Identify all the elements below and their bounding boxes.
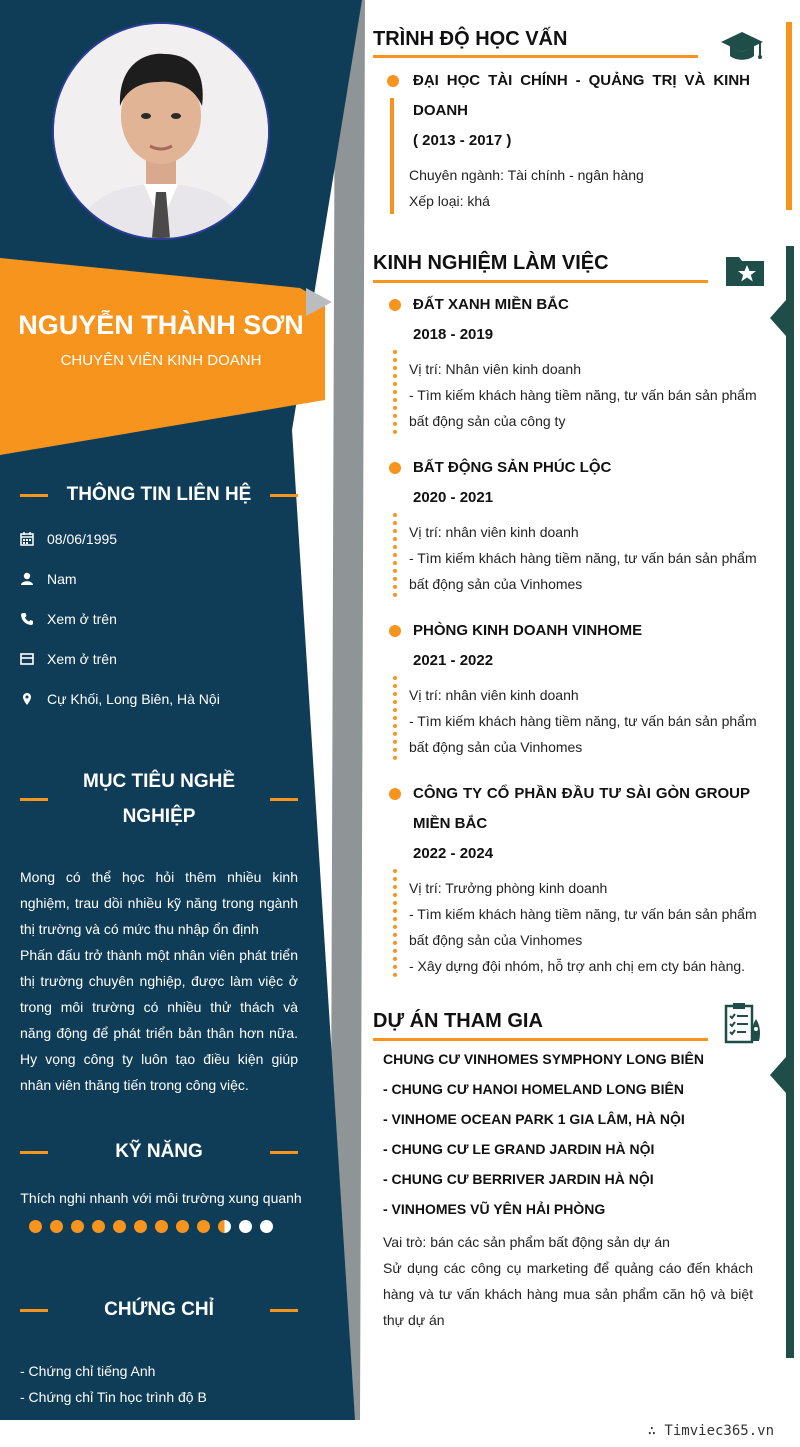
job-line: - Tìm kiếm khách hàng tiềm năng, tư vấn bán sản phẩm — [409, 713, 757, 729]
person-icon — [20, 571, 40, 587]
certificates-heading — [20, 1299, 298, 1321]
skill-dot — [239, 1220, 252, 1233]
bullet-dot — [387, 75, 399, 87]
project-item: - VINHOMES VŨ YÊN HẢI PHÒNG — [383, 1201, 606, 1217]
job-line: Vị trí: nhân viên kinh doanh — [409, 524, 579, 540]
avatar — [52, 22, 270, 240]
graduation-cap-icon — [720, 30, 764, 69]
heading-dash-left — [20, 494, 48, 497]
bullet-dot — [389, 462, 401, 474]
location-pin-icon — [20, 691, 40, 707]
skill-dot — [197, 1220, 210, 1233]
heading-dash-right — [270, 1309, 298, 1312]
objective-heading-text — [48, 764, 270, 834]
education-major: Chuyên ngành: Tài chính - ngân hàng — [409, 167, 644, 183]
projects-underline — [373, 1038, 708, 1041]
calendar-icon — [20, 531, 40, 547]
certificate-item: - Chứng chỉ tiếng Anh — [20, 1363, 156, 1379]
skill-name: Thích nghi nhanh với môi trường xung quanh — [20, 1190, 302, 1206]
heading-dash-left — [20, 1309, 48, 1312]
skill-dot — [218, 1220, 231, 1233]
phone-icon — [20, 611, 40, 627]
checklist-icon — [724, 1003, 764, 1050]
education-heading: TRÌNH ĐỘ HỌC VẤN — [373, 28, 568, 50]
job-line: bất động sản của công ty — [409, 413, 566, 429]
job-company: CÔNG TY CỔ PHẦN ĐẦU TƯ SÀI GÒN GROUP — [413, 785, 750, 802]
contact-email — [20, 651, 117, 667]
contact-address — [20, 691, 220, 707]
project-role: Vai trò: bán các sản phẩm bất động sản dự án — [383, 1234, 670, 1250]
skill-dot — [113, 1220, 126, 1233]
skill-dot — [29, 1220, 42, 1233]
contact-gender — [20, 571, 77, 587]
education-underline — [373, 55, 698, 58]
contact-text: Xem ở trên — [47, 651, 117, 667]
job-company: ĐẤT XANH MIỀN BẮC — [413, 296, 569, 313]
skill-dot — [155, 1220, 168, 1233]
right-accent-notch — [770, 52, 786, 90]
heading-dash-left — [20, 1151, 48, 1154]
right-accent-teal — [786, 246, 794, 1358]
objective-text: Mong có thể học hỏi thêm nhiều kinh nghiệm, trau dồi nhiều kỹ năng trong ngành thị trường và có mức thu nhập ổn định Phấn đấu trở thành một nhân viên phát triển thị trường chuyên nghiệp, được làm việc ở trong môi trường có nhiều thử thách và năng động để phát triển bản thân hơn nữa. Hy vọng công ty luôn tạo điều kiện giúp nhân viên thăng tiến trong công việc. — [20, 869, 298, 1093]
job-line: - Tìm kiếm khách hàng tiềm năng, tư vấn bán sản phẩm — [409, 387, 757, 403]
brand-watermark — [648, 1423, 774, 1439]
objective-heading-line1: MỤC TIÊU NGHỀ — [83, 771, 235, 792]
job-years: 2022 - 2024 — [413, 845, 494, 862]
skill-dot — [71, 1220, 84, 1233]
job-timeline — [393, 869, 401, 977]
job-line: Vị trí: Nhân viên kinh doanh — [409, 361, 581, 377]
heading-dash-left — [20, 798, 48, 801]
project-item: - VINHOME OCEAN PARK 1 GIA LÂM, HÀ NỘI — [383, 1111, 685, 1127]
certificates-heading-text: CHỨNG CHỈ — [104, 1299, 214, 1320]
project-item: - CHUNG CƯ BERRIVER JARDIN HÀ NỘI — [383, 1171, 654, 1187]
job-line: - Tìm kiếm khách hàng tiềm năng, tư vấn bán sản phẩm — [409, 550, 757, 566]
brand-text: Timviec365.vn — [664, 1423, 774, 1439]
job-timeline — [393, 513, 401, 597]
objective-heading-line2: NGHIỆP — [122, 806, 196, 827]
contact-text: 08/06/1995 — [47, 531, 118, 547]
education-bar — [390, 98, 394, 214]
folder-star-icon — [725, 253, 765, 292]
job-line: Vị trí: Trưởng phòng kinh doanh — [409, 880, 608, 896]
skill-dot — [176, 1220, 189, 1233]
job-line: - Xây dựng đội nhóm, hỗ trợ anh chị em cty bán hàng. — [409, 958, 746, 974]
job-line: bất động sản của Vinhomes — [409, 576, 583, 592]
job-years: 2018 - 2019 — [413, 326, 494, 343]
skills-heading-text: KỸ NĂNG — [115, 1141, 203, 1162]
job-company: PHÒNG KINH DOANH VINHOME — [413, 622, 643, 639]
bullet-dot — [389, 625, 401, 637]
heading-dash-right — [270, 798, 298, 801]
heading-dash-right — [270, 1151, 298, 1154]
skill-dot — [134, 1220, 147, 1233]
bullet-dot — [389, 788, 401, 800]
experience-heading: KINH NGHIỆM LÀM VIỆC — [373, 252, 609, 274]
contact-heading-text: THÔNG TIN LIÊN HỆ — [66, 484, 252, 505]
job-years: 2020 - 2021 — [413, 489, 494, 506]
education-grade: Xếp loại: khá — [409, 193, 490, 209]
skills-heading — [20, 1141, 298, 1163]
projects-heading: DỰ ÁN THAM GIA — [373, 1010, 543, 1032]
project-item: CHUNG CƯ VINHOMES SYMPHONY LONG BIÊN — [383, 1051, 704, 1067]
brand-dots-icon: ∴ — [647, 1423, 665, 1439]
job-years: 2021 - 2022 — [413, 652, 494, 669]
contact-birthday — [20, 531, 117, 547]
skill-dot — [50, 1220, 63, 1233]
education-years: ( 2013 - 2017 ) — [413, 132, 512, 149]
contact-heading — [20, 484, 298, 506]
candidate-name: NGUYỄN THÀNH SƠN — [18, 310, 304, 340]
contact-text: Xem ở trên — [47, 611, 117, 627]
contact-text: Nam — [47, 571, 77, 587]
job-line: - Tìm kiếm khách hàng tiềm năng, tư vấn bán sản phẩm — [409, 906, 757, 922]
objective-heading — [20, 764, 298, 834]
skill-dot — [260, 1220, 273, 1233]
job-line: Vị trí: nhân viên kinh doanh — [409, 687, 579, 703]
project-item: - CHUNG CƯ HANOI HOMELAND LONG BIÊN — [383, 1081, 684, 1097]
job-company: BẤT ĐỘNG SẢN PHÚC LỘC — [413, 459, 612, 476]
profile-photo — [54, 24, 268, 238]
certificate-item: - Chứng chỉ Tin học trình độ B — [20, 1389, 207, 1405]
job-line: bất động sản của Vinhomes — [409, 932, 583, 948]
skill-dot — [92, 1220, 105, 1233]
education-school: ĐẠI HỌC TÀI CHÍNH - QUẢNG TRỊ VÀ KINH DOANH — [413, 72, 750, 119]
job-line: bất động sản của Vinhomes — [409, 739, 583, 755]
job-timeline — [393, 350, 401, 434]
skill-rating — [29, 1220, 281, 1233]
bullet-dot — [389, 299, 401, 311]
experience-underline — [373, 280, 708, 283]
candidate-title: CHUYÊN VIÊN KINH DOANH — [60, 352, 262, 369]
email-icon — [20, 651, 40, 667]
right-marker-2 — [770, 1057, 786, 1093]
project-description: Sử dụng các công cụ marketing để quảng cáo đến khách hàng và tư vấn khách hàng mua sản phẩm căn hộ và biệt thự dự án — [383, 1260, 753, 1328]
job-company-cont: MIỀN BẮC — [413, 815, 488, 832]
contact-phone — [20, 611, 117, 627]
job-timeline — [393, 676, 401, 760]
contact-text: Cự Khối, Long Biên, Hà Nội — [47, 691, 220, 707]
project-item: - CHUNG CƯ LE GRAND JARDIN HÀ NỘI — [383, 1141, 655, 1157]
right-accent-orange — [786, 22, 792, 210]
heading-dash-right — [270, 494, 298, 497]
right-marker-1 — [770, 300, 786, 336]
